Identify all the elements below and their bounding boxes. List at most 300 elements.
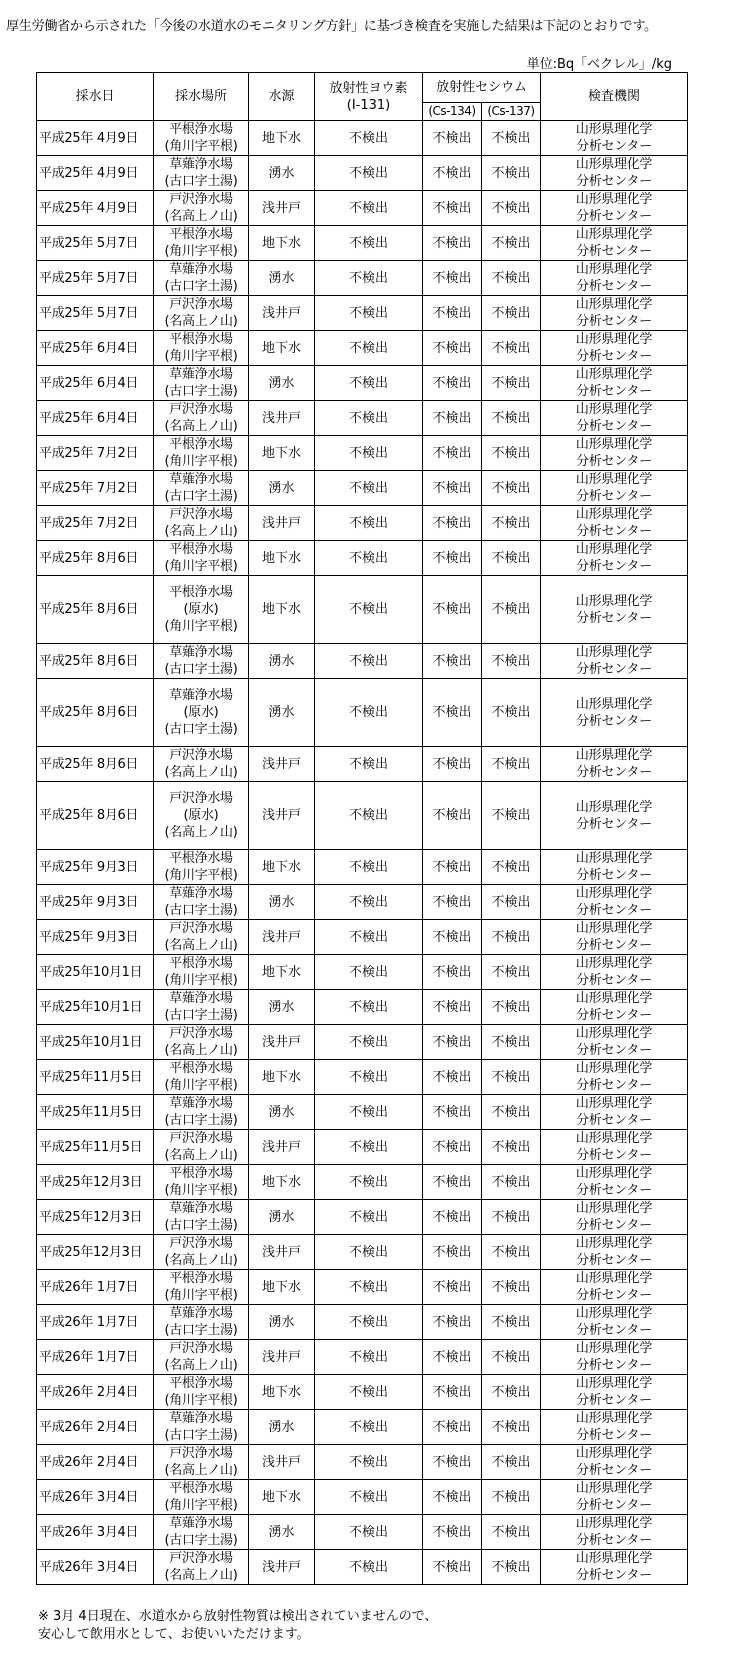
cs134-result-cell: 不検出	[423, 191, 482, 226]
sampling-site-cell	[154, 541, 249, 576]
sampling-site-line: 戸沢浄水場	[169, 507, 233, 522]
sampling-site-cell	[154, 331, 249, 366]
sampling-date-cell: 平成25年11月5日	[37, 1095, 154, 1130]
agency-line: 分析センター	[576, 244, 652, 259]
sampling-site-line: 草薙浄水場	[169, 991, 233, 1006]
sampling-site-line: (角川字平根)	[164, 349, 238, 364]
cs137-result-cell: 不検出	[482, 541, 541, 576]
sampling-date-cell: 平成25年 8月6日	[37, 679, 154, 747]
sampling-site-line: (原水)	[183, 808, 219, 823]
water-source-cell: 湧水	[249, 644, 315, 679]
sampling-site-line: (古口字土湯)	[164, 903, 238, 918]
sampling-site-line: (古口字土湯)	[164, 1113, 238, 1128]
agency-cell	[541, 1515, 688, 1550]
water-source-cell: 湧水	[249, 1200, 315, 1235]
sampling-date-cell: 平成25年12月3日	[37, 1165, 154, 1200]
water-source-cell: 湧水	[249, 1305, 315, 1340]
sampling-site-line: (古口字土湯)	[164, 279, 238, 294]
water-source-cell: 地下水	[249, 850, 315, 885]
sampling-date-cell: 平成25年 8月6日	[37, 747, 154, 782]
sampling-site-cell	[154, 1235, 249, 1270]
agency-cell	[541, 990, 688, 1025]
sampling-date-cell: 平成25年 7月2日	[37, 436, 154, 471]
iodine-result-cell: 不検出	[315, 506, 423, 541]
table-row	[37, 1200, 688, 1235]
sampling-date-cell: 平成25年12月3日	[37, 1235, 154, 1270]
cs134-result-cell: 不検出	[423, 1025, 482, 1060]
water-source-cell: 浅井戸	[249, 296, 315, 331]
intro-text: 厚生労働省から示された「今後の水道水のモニタリング方針」に基づき検査を実施した結果は下記のとおりです。	[6, 19, 657, 34]
agency-line: 分析センター	[576, 454, 652, 469]
agency-cell	[541, 920, 688, 955]
sampling-site-line: (名高上ノ山)	[164, 1043, 238, 1058]
sampling-date-cell: 平成26年 2月4日	[37, 1410, 154, 1445]
water-source-cell: 湧水	[249, 990, 315, 1025]
agency-cell	[541, 331, 688, 366]
table-row	[37, 955, 688, 990]
sampling-site-cell	[154, 1410, 249, 1445]
sampling-site-cell	[154, 990, 249, 1025]
cs134-result-cell: 不検出	[423, 436, 482, 471]
table-row	[37, 1025, 688, 1060]
iodine-result-cell: 不検出	[315, 1165, 423, 1200]
header-cesium: 放射性セシウム	[423, 73, 541, 103]
iodine-result-cell: 不検出	[315, 331, 423, 366]
agency-cell	[541, 1095, 688, 1130]
cs134-result-cell: 不検出	[423, 1130, 482, 1165]
agency-cell	[541, 782, 688, 850]
cs137-result-cell: 不検出	[482, 436, 541, 471]
sampling-site-line: 戸沢浄水場	[169, 791, 233, 806]
sampling-site-line: (原水)	[183, 705, 219, 720]
sampling-site-cell	[154, 1165, 249, 1200]
agency-line: 分析センター	[576, 314, 652, 329]
sampling-date-cell: 平成25年 7月2日	[37, 471, 154, 506]
results-table	[36, 72, 688, 1585]
cs137-result-cell: 不検出	[482, 1340, 541, 1375]
sampling-site-line: (名高上ノ山)	[164, 524, 238, 539]
sampling-date-cell: 平成25年 4月9日	[37, 121, 154, 156]
cs137-result-cell: 不検出	[482, 1235, 541, 1270]
sampling-date-cell: 平成25年10月1日	[37, 990, 154, 1025]
cs134-result-cell: 不検出	[423, 366, 482, 401]
agency-line: 分析センター	[576, 209, 652, 224]
agency-line: 分析センター	[576, 1113, 652, 1128]
iodine-result-cell: 不検出	[315, 1340, 423, 1375]
agency-line: 分析センター	[576, 1253, 652, 1268]
sampling-site-line: (原水)	[183, 602, 219, 617]
water-source-cell: 浅井戸	[249, 920, 315, 955]
agency-line: 山形県理化学	[575, 1411, 653, 1426]
sampling-site-cell	[154, 920, 249, 955]
iodine-result-cell: 不検出	[315, 644, 423, 679]
water-source-cell: 湧水	[249, 885, 315, 920]
iodine-result-cell: 不検出	[315, 747, 423, 782]
cs137-result-cell: 不検出	[482, 226, 541, 261]
sampling-site-cell	[154, 1340, 249, 1375]
agency-line: 山形県理化学	[575, 886, 653, 901]
agency-line: 山形県理化学	[575, 192, 653, 207]
table-row	[37, 782, 688, 850]
header-row-top	[37, 73, 688, 103]
sampling-site-line: 戸沢浄水場	[169, 192, 233, 207]
agency-line: 山形県理化学	[575, 1376, 653, 1391]
table-row	[37, 679, 688, 747]
agency-line: 山形県理化学	[575, 437, 653, 452]
table-row	[37, 121, 688, 156]
agency-line: 山形県理化学	[575, 367, 653, 382]
agency-line: 山形県理化学	[575, 593, 653, 609]
cs134-result-cell: 不検出	[423, 226, 482, 261]
cs137-result-cell: 不検出	[482, 1480, 541, 1515]
iodine-result-cell: 不検出	[315, 191, 423, 226]
agency-line: 分析センター	[576, 1288, 652, 1303]
sampling-site-cell	[154, 1060, 249, 1095]
cs137-result-cell: 不検出	[482, 471, 541, 506]
iodine-result-cell: 不検出	[315, 156, 423, 191]
sampling-site-line: 草薙浄水場	[169, 886, 233, 901]
cs137-result-cell: 不検出	[482, 156, 541, 191]
table-row	[37, 226, 688, 261]
sampling-site-line: (古口字土湯)	[164, 722, 238, 737]
sampling-site-line: (名高上ノ山)	[164, 1463, 238, 1478]
agency-cell	[541, 1445, 688, 1480]
sampling-date-cell: 平成25年 5月7日	[37, 261, 154, 296]
agency-line: 山形県理化学	[575, 851, 653, 866]
sampling-date-cell: 平成25年 6月4日	[37, 366, 154, 401]
sampling-site-line: 草薙浄水場	[169, 157, 233, 172]
table-row	[37, 1270, 688, 1305]
iodine-result-cell: 不検出	[315, 1025, 423, 1060]
agency-cell	[541, 1410, 688, 1445]
sampling-site-line: 戸沢浄水場	[169, 297, 233, 312]
agency-cell	[541, 436, 688, 471]
agency-cell	[541, 1165, 688, 1200]
iodine-result-cell: 不検出	[315, 1200, 423, 1235]
iodine-result-cell: 不検出	[315, 121, 423, 156]
sampling-site-line: 草薙浄水場	[169, 367, 233, 382]
cs134-result-cell: 不検出	[423, 747, 482, 782]
header-date: 採水日	[37, 73, 154, 121]
iodine-result-cell: 不検出	[315, 1305, 423, 1340]
cs134-result-cell: 不検出	[423, 850, 482, 885]
agency-line: 分析センター	[576, 1218, 652, 1233]
water-source-cell: 地下水	[249, 576, 315, 644]
water-source-cell: 地下水	[249, 955, 315, 990]
sampling-site-cell	[154, 1445, 249, 1480]
agency-line: 山形県理化学	[575, 1166, 653, 1181]
cs134-result-cell: 不検出	[423, 990, 482, 1025]
sampling-site-line: (古口字土湯)	[164, 174, 238, 189]
water-source-cell: 浅井戸	[249, 1340, 315, 1375]
water-source-cell: 湧水	[249, 156, 315, 191]
agency-cell	[541, 576, 688, 644]
sampling-site-line: (古口字土湯)	[164, 1533, 238, 1548]
agency-cell	[541, 1060, 688, 1095]
agency-cell	[541, 1130, 688, 1165]
sampling-site-line: (角川字平根)	[164, 1393, 238, 1408]
cs137-result-cell: 不検出	[482, 366, 541, 401]
agency-line: 分析センター	[576, 1043, 652, 1058]
cs137-result-cell: 不検出	[482, 191, 541, 226]
cs137-result-cell: 不検出	[482, 1165, 541, 1200]
sampling-site-line: (名高上ノ山)	[164, 1568, 238, 1583]
agency-line: 分析センター	[576, 279, 652, 294]
sampling-date-cell: 平成25年 5月7日	[37, 296, 154, 331]
sampling-site-line: 平根浄水場	[169, 1271, 233, 1286]
agency-line: 分析センター	[576, 1498, 652, 1513]
cs134-result-cell: 不検出	[423, 782, 482, 850]
cs134-result-cell: 不検出	[423, 261, 482, 296]
cs137-result-cell: 不検出	[482, 1515, 541, 1550]
sampling-site-line: 戸沢浄水場	[169, 1236, 233, 1251]
agency-line: 分析センター	[576, 1148, 652, 1163]
cs134-result-cell: 不検出	[423, 1480, 482, 1515]
sampling-date-cell: 平成25年 9月3日	[37, 920, 154, 955]
footnote-line2: 安心して飲用水として、お使いいただけます。	[38, 1627, 310, 1642]
cs134-result-cell: 不検出	[423, 471, 482, 506]
sampling-site-cell	[154, 1095, 249, 1130]
agency-line: 分析センター	[576, 1568, 652, 1583]
sampling-date-cell: 平成25年11月5日	[37, 1130, 154, 1165]
agency-line: 分析センター	[576, 349, 652, 364]
iodine-result-cell: 不検出	[315, 1515, 423, 1550]
table-row	[37, 541, 688, 576]
sampling-site-line: 戸沢浄水場	[169, 748, 233, 763]
agency-cell	[541, 679, 688, 747]
sampling-site-cell	[154, 401, 249, 436]
sampling-site-cell	[154, 1200, 249, 1235]
sampling-site-line: 平根浄水場	[169, 332, 233, 347]
agency-line: 分析センター	[576, 419, 652, 434]
agency-cell	[541, 156, 688, 191]
agency-line: 山形県理化学	[575, 122, 653, 137]
agency-line: 山形県理化学	[575, 645, 653, 660]
cs134-result-cell: 不検出	[423, 401, 482, 436]
footnote-line1: ※ 3月 4日現在、水道水から放射性物質は検出されていませんので、	[38, 1609, 438, 1624]
sampling-date-cell: 平成25年 9月3日	[37, 885, 154, 920]
agency-cell	[541, 296, 688, 331]
sampling-site-line: 戸沢浄水場	[169, 1551, 233, 1566]
agency-cell	[541, 261, 688, 296]
agency-line: 分析センター	[576, 662, 652, 677]
sampling-site-line: (名高上ノ山)	[164, 938, 238, 953]
cs137-result-cell: 不検出	[482, 1375, 541, 1410]
header-agency: 検査機関	[541, 73, 688, 121]
cs134-result-cell: 不検出	[423, 1410, 482, 1445]
agency-line: 分析センター	[576, 1183, 652, 1198]
sampling-site-line: 草薙浄水場	[169, 1411, 233, 1426]
cs137-result-cell: 不検出	[482, 1130, 541, 1165]
sampling-site-line: (角川字平根)	[164, 244, 238, 259]
agency-cell	[541, 366, 688, 401]
sampling-site-line: 平根浄水場	[169, 1166, 233, 1181]
cs137-result-cell: 不検出	[482, 261, 541, 296]
agency-cell	[541, 747, 688, 782]
sampling-site-cell	[154, 644, 249, 679]
sampling-site-line: (名高上ノ山)	[164, 314, 238, 329]
table-row	[37, 644, 688, 679]
agency-line: 山形県理化学	[575, 1131, 653, 1146]
iodine-result-cell: 不検出	[315, 955, 423, 990]
agency-cell	[541, 1340, 688, 1375]
sampling-site-line: (古口字土湯)	[164, 1218, 238, 1233]
water-source-cell: 地下水	[249, 541, 315, 576]
cs134-result-cell: 不検出	[423, 1515, 482, 1550]
sampling-date-cell: 平成25年 4月9日	[37, 156, 154, 191]
agency-line: 山形県理化学	[575, 921, 653, 936]
agency-line: 分析センター	[576, 489, 652, 504]
sampling-date-cell: 平成26年 2月4日	[37, 1445, 154, 1480]
cs134-result-cell: 不検出	[423, 331, 482, 366]
agency-line: 山形県理化学	[575, 227, 653, 242]
agency-cell	[541, 885, 688, 920]
sampling-site-line: 平根浄水場	[169, 1376, 233, 1391]
iodine-result-cell: 不検出	[315, 1270, 423, 1305]
sampling-site-line: 平根浄水場	[169, 1061, 233, 1076]
table-body	[37, 121, 688, 1585]
sampling-site-cell	[154, 156, 249, 191]
water-source-cell: 浅井戸	[249, 506, 315, 541]
agency-line: 分析センター	[576, 868, 652, 883]
iodine-result-cell: 不検出	[315, 990, 423, 1025]
cs137-result-cell: 不検出	[482, 747, 541, 782]
table-row	[37, 885, 688, 920]
sampling-site-line: 平根浄水場	[169, 122, 233, 137]
cs134-result-cell: 不検出	[423, 1445, 482, 1480]
sampling-date-cell: 平成26年 1月7日	[37, 1270, 154, 1305]
agency-cell	[541, 1025, 688, 1060]
cs134-result-cell: 不検出	[423, 920, 482, 955]
iodine-result-cell: 不検出	[315, 920, 423, 955]
sampling-site-cell	[154, 296, 249, 331]
table-row	[37, 261, 688, 296]
iodine-result-cell: 不検出	[315, 1130, 423, 1165]
table-row	[37, 156, 688, 191]
sampling-date-cell: 平成25年 8月6日	[37, 782, 154, 850]
agency-line: 分析センター	[576, 713, 652, 729]
sampling-date-cell: 平成25年 4月9日	[37, 191, 154, 226]
header-cs134: (Cs-134)	[423, 103, 482, 121]
sampling-date-cell: 平成25年 8月6日	[37, 576, 154, 644]
sampling-site-cell	[154, 226, 249, 261]
agency-line: 山形県理化学	[575, 157, 653, 172]
sampling-site-line: (古口字土湯)	[164, 384, 238, 399]
header-iodine	[315, 73, 423, 121]
cs137-result-cell: 不検出	[482, 401, 541, 436]
table-row	[37, 331, 688, 366]
sampling-site-cell	[154, 191, 249, 226]
agency-cell	[541, 1270, 688, 1305]
table-row	[37, 990, 688, 1025]
water-source-cell: 浅井戸	[249, 1130, 315, 1165]
table-row	[37, 1445, 688, 1480]
cs134-result-cell: 不検出	[423, 644, 482, 679]
header-site: 採水場所	[154, 73, 249, 121]
sampling-site-line: 平根浄水場	[169, 227, 233, 242]
agency-cell	[541, 191, 688, 226]
water-source-cell: 湧水	[249, 366, 315, 401]
cs134-result-cell: 不検出	[423, 1200, 482, 1235]
table-row	[37, 506, 688, 541]
cs137-result-cell: 不検出	[482, 1270, 541, 1305]
sampling-site-cell	[154, 576, 249, 644]
table-row	[37, 1340, 688, 1375]
sampling-site-cell	[154, 1515, 249, 1550]
iodine-result-cell: 不検出	[315, 782, 423, 850]
agency-cell	[541, 1235, 688, 1270]
sampling-site-cell	[154, 747, 249, 782]
sampling-site-line: (角川字平根)	[164, 619, 238, 634]
table-row	[37, 366, 688, 401]
cs134-result-cell: 不検出	[423, 576, 482, 644]
sampling-site-line: 平根浄水場	[169, 1481, 233, 1496]
cs134-result-cell: 不検出	[423, 885, 482, 920]
agency-cell	[541, 401, 688, 436]
cs137-result-cell: 不検出	[482, 1410, 541, 1445]
water-source-cell: 浅井戸	[249, 747, 315, 782]
water-source-cell: 浅井戸	[249, 1550, 315, 1585]
cs137-result-cell: 不検出	[482, 850, 541, 885]
sampling-site-line: (角川字平根)	[164, 868, 238, 883]
agency-line: 山形県理化学	[575, 1096, 653, 1111]
sampling-site-line: (角川字平根)	[164, 1288, 238, 1303]
cs137-result-cell: 不検出	[482, 990, 541, 1025]
agency-line: 山形県理化学	[575, 1341, 653, 1356]
sampling-site-line: (名高上ノ山)	[164, 1148, 238, 1163]
sampling-date-cell: 平成26年 3月4日	[37, 1550, 154, 1585]
sampling-site-cell	[154, 885, 249, 920]
agency-line: 分析センター	[576, 903, 652, 918]
sampling-site-line: 平根浄水場	[169, 585, 233, 600]
header-cs137: (Cs-137)	[482, 103, 541, 121]
cs137-result-cell: 不検出	[482, 576, 541, 644]
iodine-result-cell: 不検出	[315, 366, 423, 401]
sampling-date-cell: 平成25年 7月2日	[37, 506, 154, 541]
sampling-site-line: (名高上ノ山)	[164, 1358, 238, 1373]
table-row	[37, 191, 688, 226]
cs134-result-cell: 不検出	[423, 1375, 482, 1410]
sampling-site-line: 草薙浄水場	[169, 1201, 233, 1216]
agency-line: 分析センター	[576, 1533, 652, 1548]
cs134-result-cell: 不検出	[423, 541, 482, 576]
agency-line: 山形県理化学	[575, 1306, 653, 1321]
sampling-site-line: 戸沢浄水場	[169, 1341, 233, 1356]
water-source-cell: 湧水	[249, 261, 315, 296]
sampling-site-cell	[154, 1130, 249, 1165]
table-row	[37, 296, 688, 331]
table-row	[37, 1550, 688, 1585]
table-row	[37, 436, 688, 471]
agency-line: 山形県理化学	[575, 1061, 653, 1076]
agency-line: 山形県理化学	[575, 402, 653, 417]
agency-line: 山形県理化学	[575, 332, 653, 347]
cs137-result-cell: 不検出	[482, 331, 541, 366]
sampling-date-cell: 平成26年 1月7日	[37, 1340, 154, 1375]
iodine-result-cell: 不検出	[315, 850, 423, 885]
iodine-result-cell: 不検出	[315, 261, 423, 296]
cs134-result-cell: 不検出	[423, 955, 482, 990]
cs137-result-cell: 不検出	[482, 506, 541, 541]
agency-line: 山形県理化学	[575, 262, 653, 277]
agency-line: 分析センター	[576, 559, 652, 574]
sampling-site-cell	[154, 1025, 249, 1060]
sampling-site-cell	[154, 955, 249, 990]
sampling-site-line: (古口字土湯)	[164, 1428, 238, 1443]
sampling-site-line: (名高上ノ山)	[164, 1253, 238, 1268]
sampling-site-line: (名高上ノ山)	[164, 825, 238, 840]
table-row	[37, 1235, 688, 1270]
